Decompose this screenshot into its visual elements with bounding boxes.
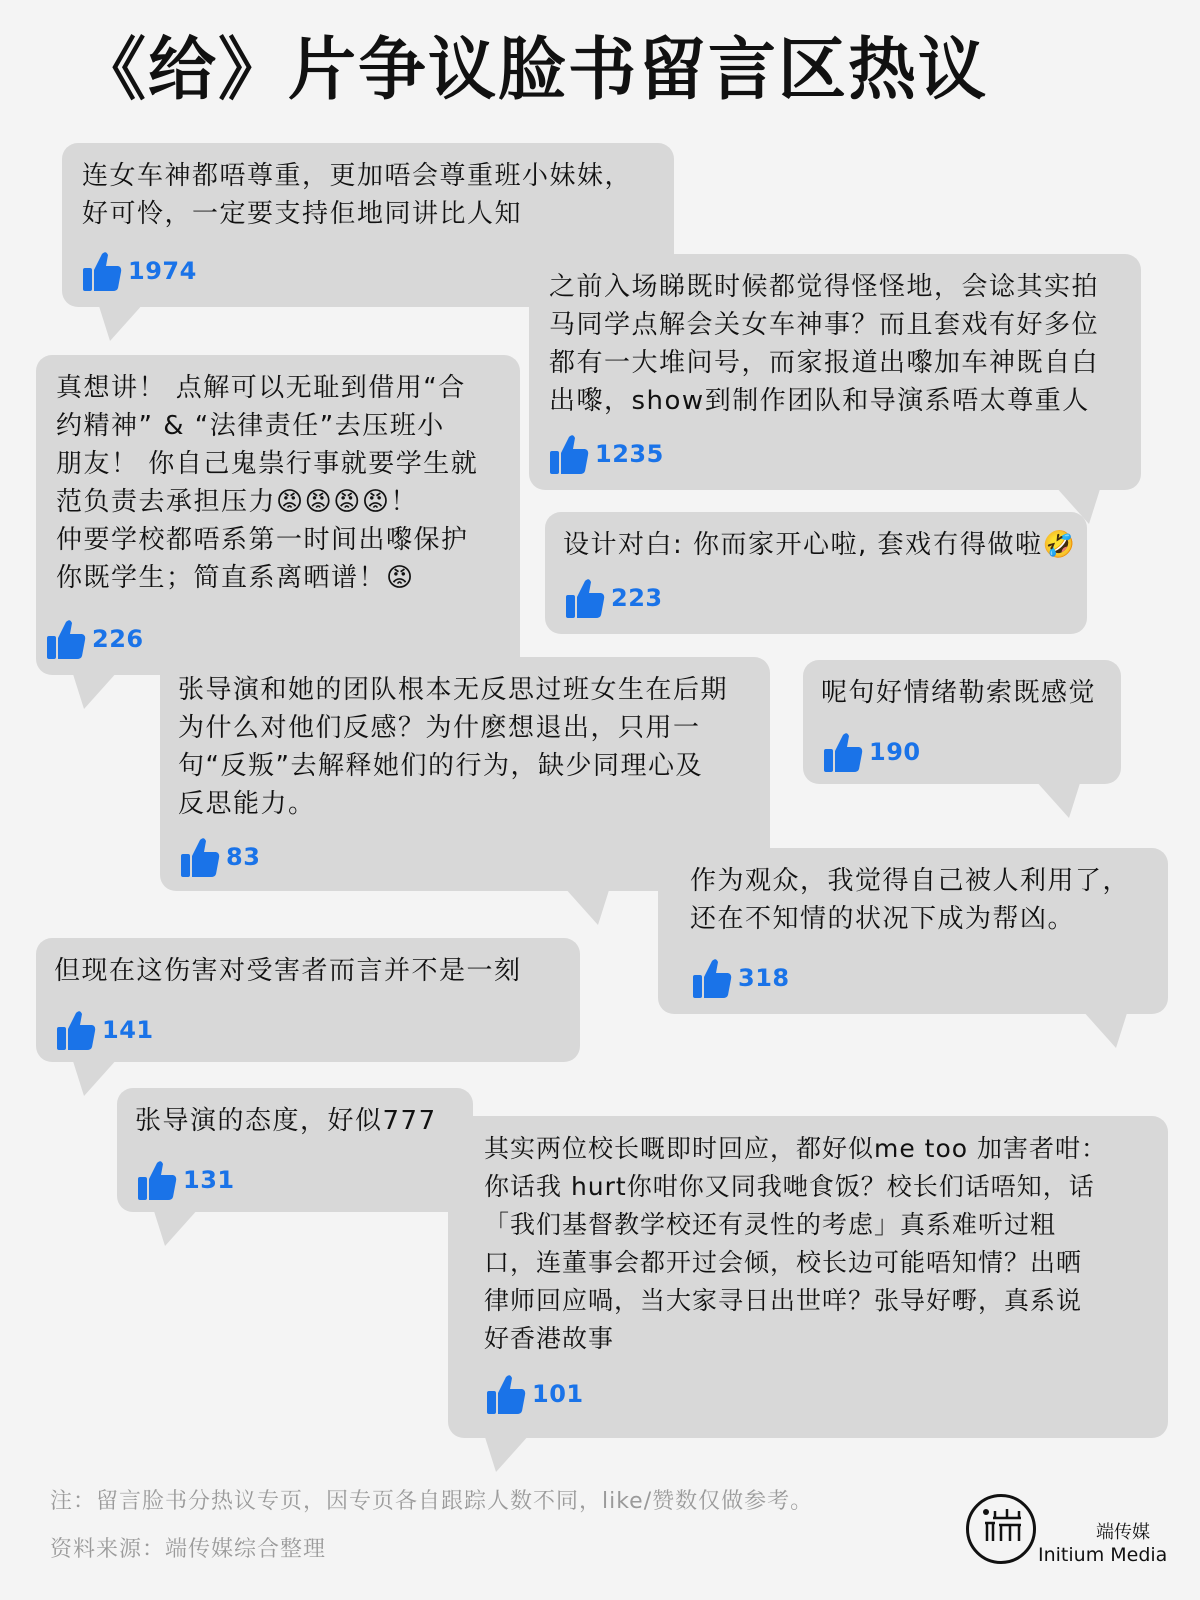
like-count: 131 — [183, 1166, 235, 1194]
comment-bubble — [36, 355, 520, 675]
bubble-tail — [72, 671, 118, 709]
like-count: 83 — [226, 843, 261, 871]
like-button[interactable] — [180, 835, 260, 879]
comment-text: 张导演的态度，好似777 — [135, 1106, 437, 1136]
like-button[interactable] — [549, 432, 664, 476]
like-count: 1235 — [595, 440, 664, 468]
like-button[interactable] — [137, 1158, 235, 1202]
comment-text: 作为观众，我觉得自己被人利用了， 还在不知情的状况下成为帮凶。 — [690, 866, 1131, 934]
thumbs-up-icon — [56, 1009, 96, 1051]
brand-name-zh: 端传媒 — [1096, 1522, 1150, 1543]
like-button[interactable] — [56, 1008, 154, 1052]
like-button[interactable] — [46, 617, 144, 661]
like-button[interactable] — [823, 730, 921, 774]
like-count: 101 — [532, 1380, 584, 1408]
like-button[interactable] — [486, 1372, 584, 1416]
comment-text: 连女车神都唔尊重，更加唔会尊重班小妹妹， 好可怜，一定要支持佢地同讲比人知 — [82, 161, 633, 229]
bubble-tail — [1035, 780, 1081, 818]
like-count: 1974 — [128, 257, 197, 285]
thumbs-up-icon — [180, 836, 220, 878]
thumbs-up-icon — [486, 1373, 526, 1415]
thumbs-up-icon — [82, 250, 122, 292]
bubble-tail — [72, 1058, 118, 1096]
page-title: 《给》片争议脸书留言区热议 — [78, 31, 989, 110]
comment-bubble — [448, 1116, 1168, 1438]
bubble-tail — [1082, 1010, 1128, 1048]
comment-text: 张导演和她的团队根本无反思过班女生在后期 为什么对他们反感？为什麽想退出，只用一 句“反叛”去解释她们的行为，缺少同理心及 反思能力。 — [178, 675, 729, 819]
thumbs-up-icon — [692, 957, 732, 999]
comment-text: 呢句好情绪勒索既感觉 — [821, 678, 1097, 708]
brand-name-en: Initium Media — [1038, 1544, 1168, 1566]
footnote: 注：留言脸书分热议专页，因专页各自跟踪人数不同，like/赞数仅做参考。 — [50, 1489, 814, 1514]
thumbs-up-icon — [137, 1159, 177, 1201]
like-count: 190 — [869, 738, 921, 766]
thumbs-up-icon — [549, 433, 589, 475]
comment-bubble — [36, 938, 580, 1062]
bubble-tail — [153, 1208, 199, 1246]
comment-bubble — [117, 1088, 473, 1212]
bubble-tail — [98, 303, 144, 341]
initium-logo-icon — [966, 1494, 1036, 1564]
comment-text: 但现在这伤害对受害者而言并不是一刻 — [54, 956, 522, 986]
thumbs-up-icon — [46, 618, 86, 660]
like-button[interactable] — [692, 956, 790, 1000]
bubble-tail — [484, 1434, 530, 1472]
thumbs-up-icon — [823, 731, 863, 773]
like-count: 318 — [738, 964, 790, 992]
like-count: 141 — [102, 1016, 154, 1044]
comment-text: 设计对白: 你而家开心啦, 套戏冇得做啦🤣 — [563, 530, 1077, 560]
comment-text: 真想讲！ 点解可以无耻到借用“合 约精神” & “法律责任”去压班小 朋友！ 你自己鬼祟行事就要学生就 范负责去承担压力😡😡😡😡！ 仲要学校都唔系第一时间出嚟保护 你既学生；简直系离晒谱！😡 — [56, 373, 479, 593]
like-button[interactable] — [565, 576, 663, 620]
like-button[interactable] — [82, 249, 197, 293]
thumbs-up-icon — [565, 577, 605, 619]
comment-bubble — [545, 512, 1087, 634]
source-credit: 资料来源：端传媒综合整理 — [50, 1537, 327, 1562]
like-count: 226 — [92, 625, 144, 653]
like-count: 223 — [611, 584, 663, 612]
bubble-tail — [564, 887, 610, 925]
comment-bubble — [658, 848, 1168, 1014]
comment-bubble — [529, 254, 1141, 490]
comment-text: 之前入场睇既时候都觉得怪怪地，会谂其实拍 马同学点解会关女车神事？而且套戏有好多位 都有一大堆问号，而家报道出嚟加车神既自白 出嚟，show到制作团队和导演系唔太尊重人 — [549, 272, 1100, 416]
comment-text: 其实两位校长嘅即时回应，都好似me too 加害者咁： 你话我 hurt你咁你又同我哋食饭？校长们话唔知，话 「我们基督教学校还有灵性的考虑」真系难听过粗 口，连董事会都开过会倾，校长边可能唔知情？出晒 律师回应喎，当大家寻日出世咩？张导好嘢，真系说 好香港故事 — [484, 1134, 1108, 1353]
comment-bubble — [803, 660, 1121, 784]
